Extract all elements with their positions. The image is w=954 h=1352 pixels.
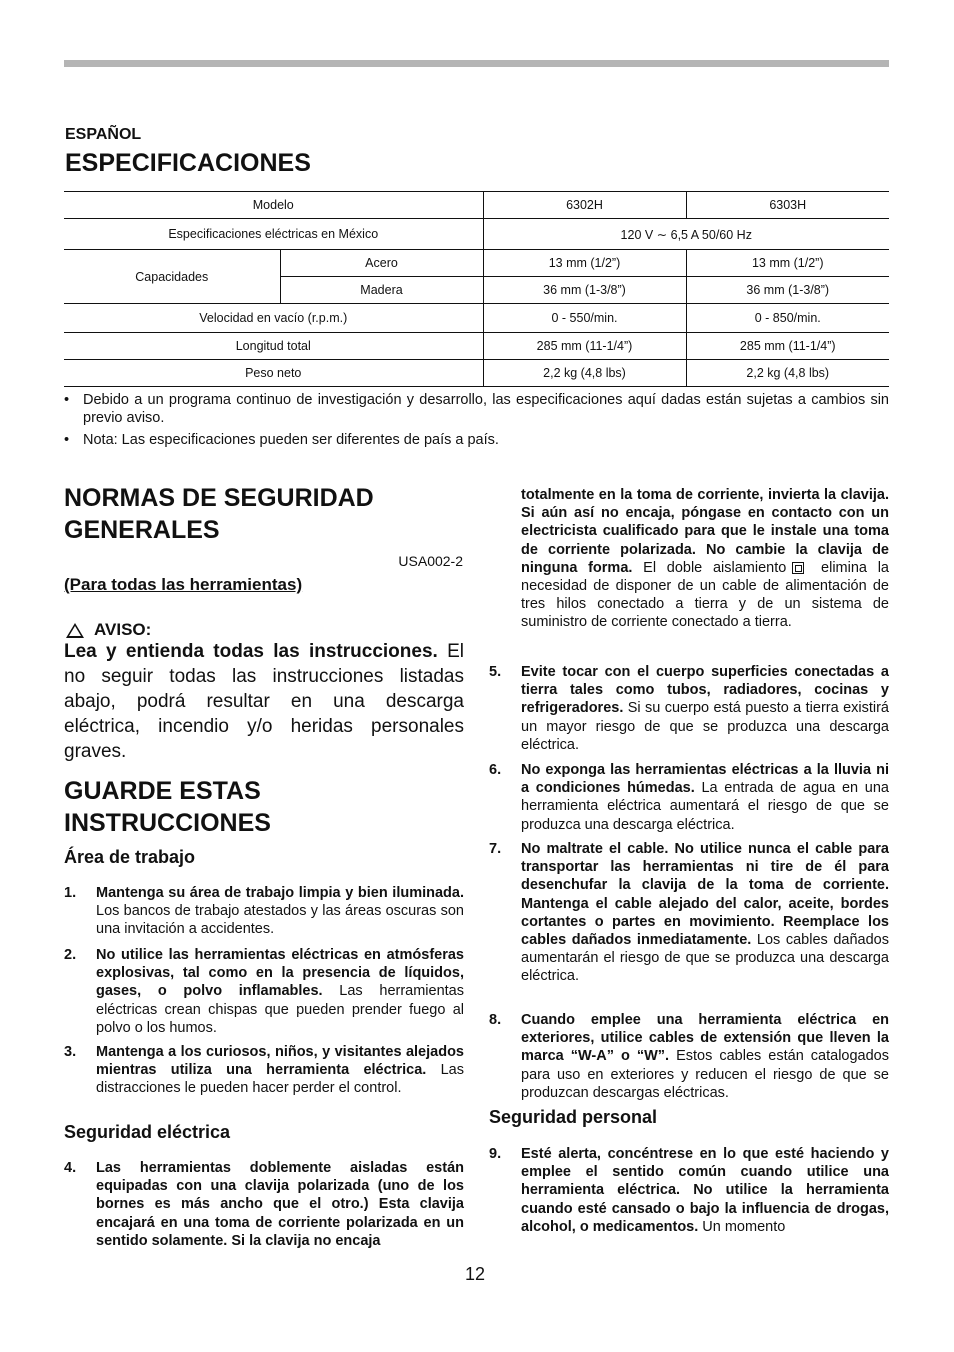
table-row: [64, 219, 889, 250]
table-cell: 36 mm (1-3/8”): [483, 277, 686, 304]
table-row: [64, 333, 889, 360]
list-item: 1. Mantenga su área de trabajo limpia y bien iluminada. Los bancos de trabajo atestados y las áreas oscuras son una invitación a accidentes.: [64, 885, 464, 938]
table-cell: 120 V ∼ 6,5 A 50/60 Hz: [483, 219, 889, 250]
list-item: 2. No utilice las herramientas eléctricas en atmósferas explosivas, tal como en la presencia de líquidos, gases, o polvo inflamables. Las herramientas eléctricas crean chispas que pueden prender fuego al polvo o los humos.: [64, 947, 465, 1036]
header-rule: [64, 60, 889, 67]
table-cell: Velocidad en vacío (r.p.m.): [64, 304, 483, 333]
table-cell: Madera: [280, 277, 483, 304]
table-cell: Modelo: [64, 192, 483, 219]
list-item: 4. Las herramientas doblemente aisladas están equipadas con una clavija polarizada (uno de los bornes es más ancho que el otro.) Esta clavija encajará en una toma de corriente polarizada en un sentido solamente. Si la clavija no encaja: [64, 1160, 464, 1249]
list-item: 6. No exponga las herramientas eléctricas a la lluvia ni a condiciones húmedas. La entrada de agua en una herramienta eléctrica aumentará el riesgo de que se produzca una descarga eléctrica.: [489, 762, 889, 833]
area-heading: Área de trabajo: [64, 847, 196, 867]
bullet-icon: •: [64, 432, 70, 448]
table-cell: 6303H: [686, 192, 889, 219]
table-cell: 36 mm (1-3/8”): [686, 277, 889, 304]
table-cell: 285 mm (11-1/4”): [686, 333, 889, 360]
table-cell: 13 mm (1/2”): [686, 250, 889, 277]
table-row: [64, 360, 889, 387]
page-number: 12: [465, 1264, 486, 1284]
table-cell: 2,2 kg (4,8 lbs): [483, 360, 686, 387]
guarde-title: GUARDE ESTAS INSTRUCCIONES: [64, 777, 271, 837]
list-item: • Debido a un programa continuo de investigación y desarrollo, las especificaciones aquí dadas están sujetas a cambios sin previo aviso.: [64, 392, 889, 426]
safety-title: NORMAS DE SEGURIDAD GENERALES: [64, 484, 374, 544]
table-row: [64, 304, 889, 333]
personal-heading: Seguridad personal: [489, 1107, 658, 1127]
table-cell: 0 - 550/min.: [483, 304, 686, 333]
table-cell: 2,2 kg (4,8 lbs): [686, 360, 889, 387]
scope-label: (Para todas las herramientas): [64, 575, 303, 594]
list-item: 9. Esté alerta, concéntrese en lo que esté haciendo y emplee el sentido común cuando utilice una herramienta eléctrica. No utilice la herramienta cuando esté cansado o bajo la influencia de drogas, alcohol, o medicamentos. Un momento: [489, 1146, 889, 1235]
bullet-icon: •: [64, 392, 70, 408]
electrica-heading: Seguridad eléctrica: [64, 1122, 231, 1142]
table-cell: 13 mm (1/2”): [483, 250, 686, 277]
warning-text: Lea y entienda todas las instrucciones. El no seguir todas las instrucciones listadas abajo, podrá resultar en una descarga eléctrica, incendio y/o heridas personales graves.: [64, 641, 464, 762]
table-cell: Acero: [280, 250, 483, 277]
table-row: [64, 192, 889, 219]
table-cell: Capacidades: [64, 250, 280, 304]
double-insulation-icon: [792, 562, 804, 574]
warning-heading: AVISO:: [66, 620, 151, 640]
list-item: 8. Cuando emplee una herramienta eléctrica en exteriores, utilice cables de extensión que lleven la marca “W-A” o “W”. Estos cables están catalogados para uso en exteriores y reducen el riesgo de que se produzcan descargas eléctricas.: [489, 1012, 889, 1101]
list-item: 5. Evite tocar con el cuerpo superficies conectadas a tierra tales como tubos, radiadores, cocinas y refrigeradores. Si su cuerpo está puesto a tierra existirá un mayor riesgo de que se produzca una descarga eléctrica.: [489, 664, 889, 753]
spec-notes: [64, 391, 889, 453]
list-item: 7. No maltrate el cable. No utilice nunca el cable para transportar las herramientas ni tire de él para desenchufar la clavija de la toma de corriente. Mantenga el cable alejado del calor, aceite, bordes cortantes o partes en movimiento. Reemplace los cables dañados inmediatamente. Los cables dañados aumentarán el riesgo de que se produzca una descarga eléctrica.: [489, 841, 889, 985]
document-code: USA002-2: [398, 553, 463, 569]
list-item: 3. Mantenga a los curiosos, niños, y visitantes alejados mientras utiliza una herramienta eléctrica. Las distracciones le pueden hacer perder el control.: [64, 1044, 464, 1097]
table-cell: 0 - 850/min.: [686, 304, 889, 333]
table-cell: Longitud total: [64, 333, 483, 360]
specifications-title: ESPECIFICACIONES: [65, 149, 311, 177]
table-cell: Especificaciones eléctricas en México: [64, 219, 483, 250]
table-row: [64, 250, 889, 277]
specifications-table: [64, 191, 889, 387]
language-label: ESPAÑOL: [65, 126, 142, 143]
table-cell: 6302H: [483, 192, 686, 219]
list-item: • Nota: Las especificaciones pueden ser diferentes de país a país.: [64, 432, 499, 448]
list-item-continued: totalmente en la toma de corriente, invierta la clavija. Si aún así no encaja, póngase en contacto con un electricista cualificado para que le instale una toma de corriente polarizada. No cambie la clavija de ninguna forma. El doble aislamiento elimina la necesidad de disponer de un cable de alimentación de tres hilos conectado a tierra y de un sistema de suministro de corriente conectado a tierra.: [521, 487, 889, 631]
table-cell: Peso neto: [64, 360, 483, 387]
warning-triangle-icon: [66, 623, 84, 638]
table-cell: 285 mm (11-1/4”): [483, 333, 686, 360]
